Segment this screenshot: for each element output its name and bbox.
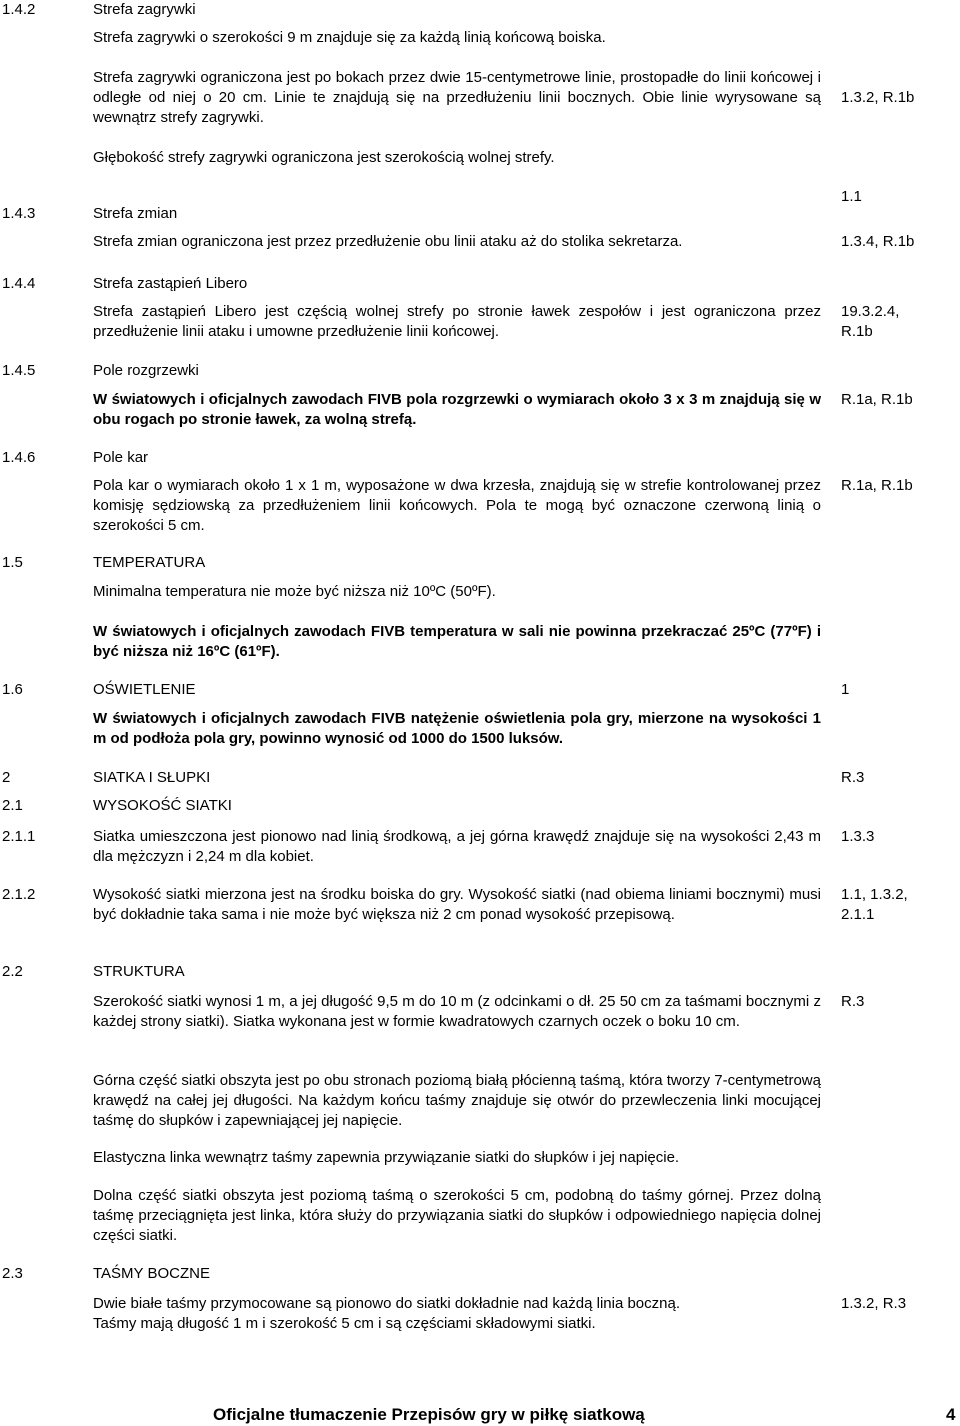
paragraph: Elastyczna linka wewnątrz taśmy zapewnia przywiązanie siatki do słupków i jej napięcie. (93, 1149, 680, 1166)
paragraph: Górna część siatki obszyta jest po obu stronach poziomą białą płócienną taśmą, która tworzy 7-centymetrową krawędź na całej jej długości. Na każdym końcu taśmy znajduje się otwór do przewleczenia linki mocującej taśmę do słupków i zapewniającej jej napięcie. (93, 1072, 821, 1129)
rule-reference: R.1a, R.1b (841, 477, 913, 494)
section-title: OŚWIETLENIE (93, 681, 196, 698)
section-number: 2.1.2 (2, 886, 36, 903)
paragraph: Strefa zmian ograniczona jest przez przedłużenie obu linii ataku aż do stolika sekretarza. (93, 233, 683, 250)
rule-reference: 1.1, 1.3.2, (841, 886, 908, 903)
rule-reference: 1.3.3 (841, 828, 875, 845)
rule-reference: 1.3.2, R.3 (841, 1295, 907, 1312)
rule-reference: 1 (841, 681, 850, 698)
section-title: TAŚMY BOCZNE (93, 1265, 210, 1282)
paragraph-line: Taśmy mają długość 1 m i szerokość 5 cm i są częściami składowymi siatki. (93, 1315, 596, 1332)
section-title: Strefa zastąpień Libero (93, 275, 248, 292)
footer-title: Oficjalne tłumaczenie Przepisów gry w piłkę siatkową (213, 1405, 645, 1424)
rule-reference: R.3 (841, 993, 865, 1010)
rule-reference: 19.3.2.4, (841, 303, 900, 320)
paragraph: W światowych i oficjalnych zawodach FIVB pola rozgrzewki o wymiarach około 3 x 3 m znajdują się w obu rogach po stronie ławek, za wolną strefą. (93, 391, 821, 428)
rule-reference: R.3 (841, 769, 865, 786)
section-title: WYSOKOŚĆ SIATKI (93, 797, 232, 814)
paragraph: Strefa zagrywki ograniczona jest po bokach przez dwie 15-centymetrowe linie, prostopadłe do linii końcowej i odległe od niej o 20 cm. Linie te znajdują się na przedłużeniu linii bocznych. Obie linie wyrysowane są wewnątrz strefy zagrywki. (93, 69, 821, 126)
section-number: 1.4.4 (2, 275, 36, 292)
paragraph: Wysokość siatki mierzona jest na środku boiska do gry. Wysokość siatki (nad obiema liniami bocznymi) musi być dokładnie taka sama i nie może być większa niż 2 cm ponad wysokość przepisową. (93, 886, 821, 923)
section-number: 1.5 (2, 554, 23, 571)
section-number: 2.3 (2, 1265, 23, 1282)
rule-reference: R.1a, R.1b (841, 391, 913, 408)
paragraph: Dolna część siatki obszyta jest poziomą taśmą o szerokości 5 cm, podobną do taśmy górnej. Przez dolną taśmę przeciągnięta jest linka, która służy do przywiązania siatki do słupków i odpowiedniego napięcia dolnej części siatki. (93, 1187, 821, 1244)
section-number: 1.6 (2, 681, 23, 698)
rule-reference: 1.3.2, R.1b (841, 89, 915, 106)
section-number: 2.1 (2, 797, 23, 814)
section-title: Pole rozgrzewki (93, 362, 199, 379)
rule-reference: 1.1 (841, 188, 862, 205)
section-number: 2.1.1 (2, 828, 36, 845)
paragraph-line: Dwie białe taśmy przymocowane są pionowo do siatki dokładnie nad każdą linia boczną. (93, 1295, 680, 1312)
page-number: 4 (946, 1405, 956, 1424)
paragraph: Szerokość siatki wynosi 1 m, a jej długość 9,5 m do 10 m (z odcinkami o dł. 25 50 cm za taśmami bocznymi z każdej strony siatki). Siatka wykonana jest w formie kwadratowych czarnych oczek o boku 10 cm. (93, 993, 821, 1030)
paragraph: Minimalna temperatura nie może być niższa niż 10ºC (50ºF). (93, 583, 496, 600)
paragraph: Strefa zastąpień Libero jest częścią wolnej strefy po stronie ławek zespołów i jest ograniczona przez przedłużenie linii ataku i umowne przedłużenie linii końcowej. (93, 303, 821, 340)
section-title: Strefa zmian (93, 205, 178, 222)
section-number: 2.2 (2, 963, 23, 980)
section-title: SIATKA I SŁUPKI (93, 769, 211, 786)
section-title: TEMPERATURA (93, 554, 206, 571)
section-title: STRUKTURA (93, 963, 185, 980)
rule-reference: 2.1.1 (841, 906, 875, 923)
section-number: 1.4.3 (2, 205, 36, 222)
paragraph: W światowych i oficjalnych zawodach FIVB temperatura w sali nie powinna przekraczać 25ºC (77ºF) i być niższa niż 16ºC (61ºF). (93, 623, 821, 660)
section-title: Strefa zagrywki (93, 1, 196, 18)
paragraph: Głębokość strefy zagrywki ograniczona jest szerokością wolnej strefy. (93, 149, 555, 166)
section-title: Pole kar (93, 449, 149, 466)
section-number: 1.4.2 (2, 1, 36, 18)
section-number: 1.4.5 (2, 362, 36, 379)
rule-reference: R.1b (841, 323, 873, 340)
paragraph: Pola kar o wymiarach około 1 x 1 m, wyposażone w dwa krzesła, znajdują się w strefie kontrolowanej przez komisję sędziowską za przedłużeniem linii końcowych. Pola te mogą być oznaczone czerwoną linią o szerokości 5 cm. (93, 477, 821, 534)
rule-reference: 1.3.4, R.1b (841, 233, 915, 250)
section-number: 2 (2, 769, 11, 786)
section-number: 1.4.6 (2, 449, 36, 466)
paragraph: Strefa zagrywki o szerokości 9 m znajduje się za każdą linią końcową boiska. (93, 29, 606, 46)
paragraph: W światowych i oficjalnych zawodach FIVB natężenie oświetlenia pola gry, mierzone na wysokości 1 m od podłoża pola gry, powinno wynosić od 1000 do 1500 luksów. (93, 710, 821, 747)
paragraph: Siatka umieszczona jest pionowo nad linią środkową, a jej górna krawędź znajduje się na wysokości 2,43 m dla mężczyzn i 2,24 m dla kobiet. (93, 828, 821, 865)
